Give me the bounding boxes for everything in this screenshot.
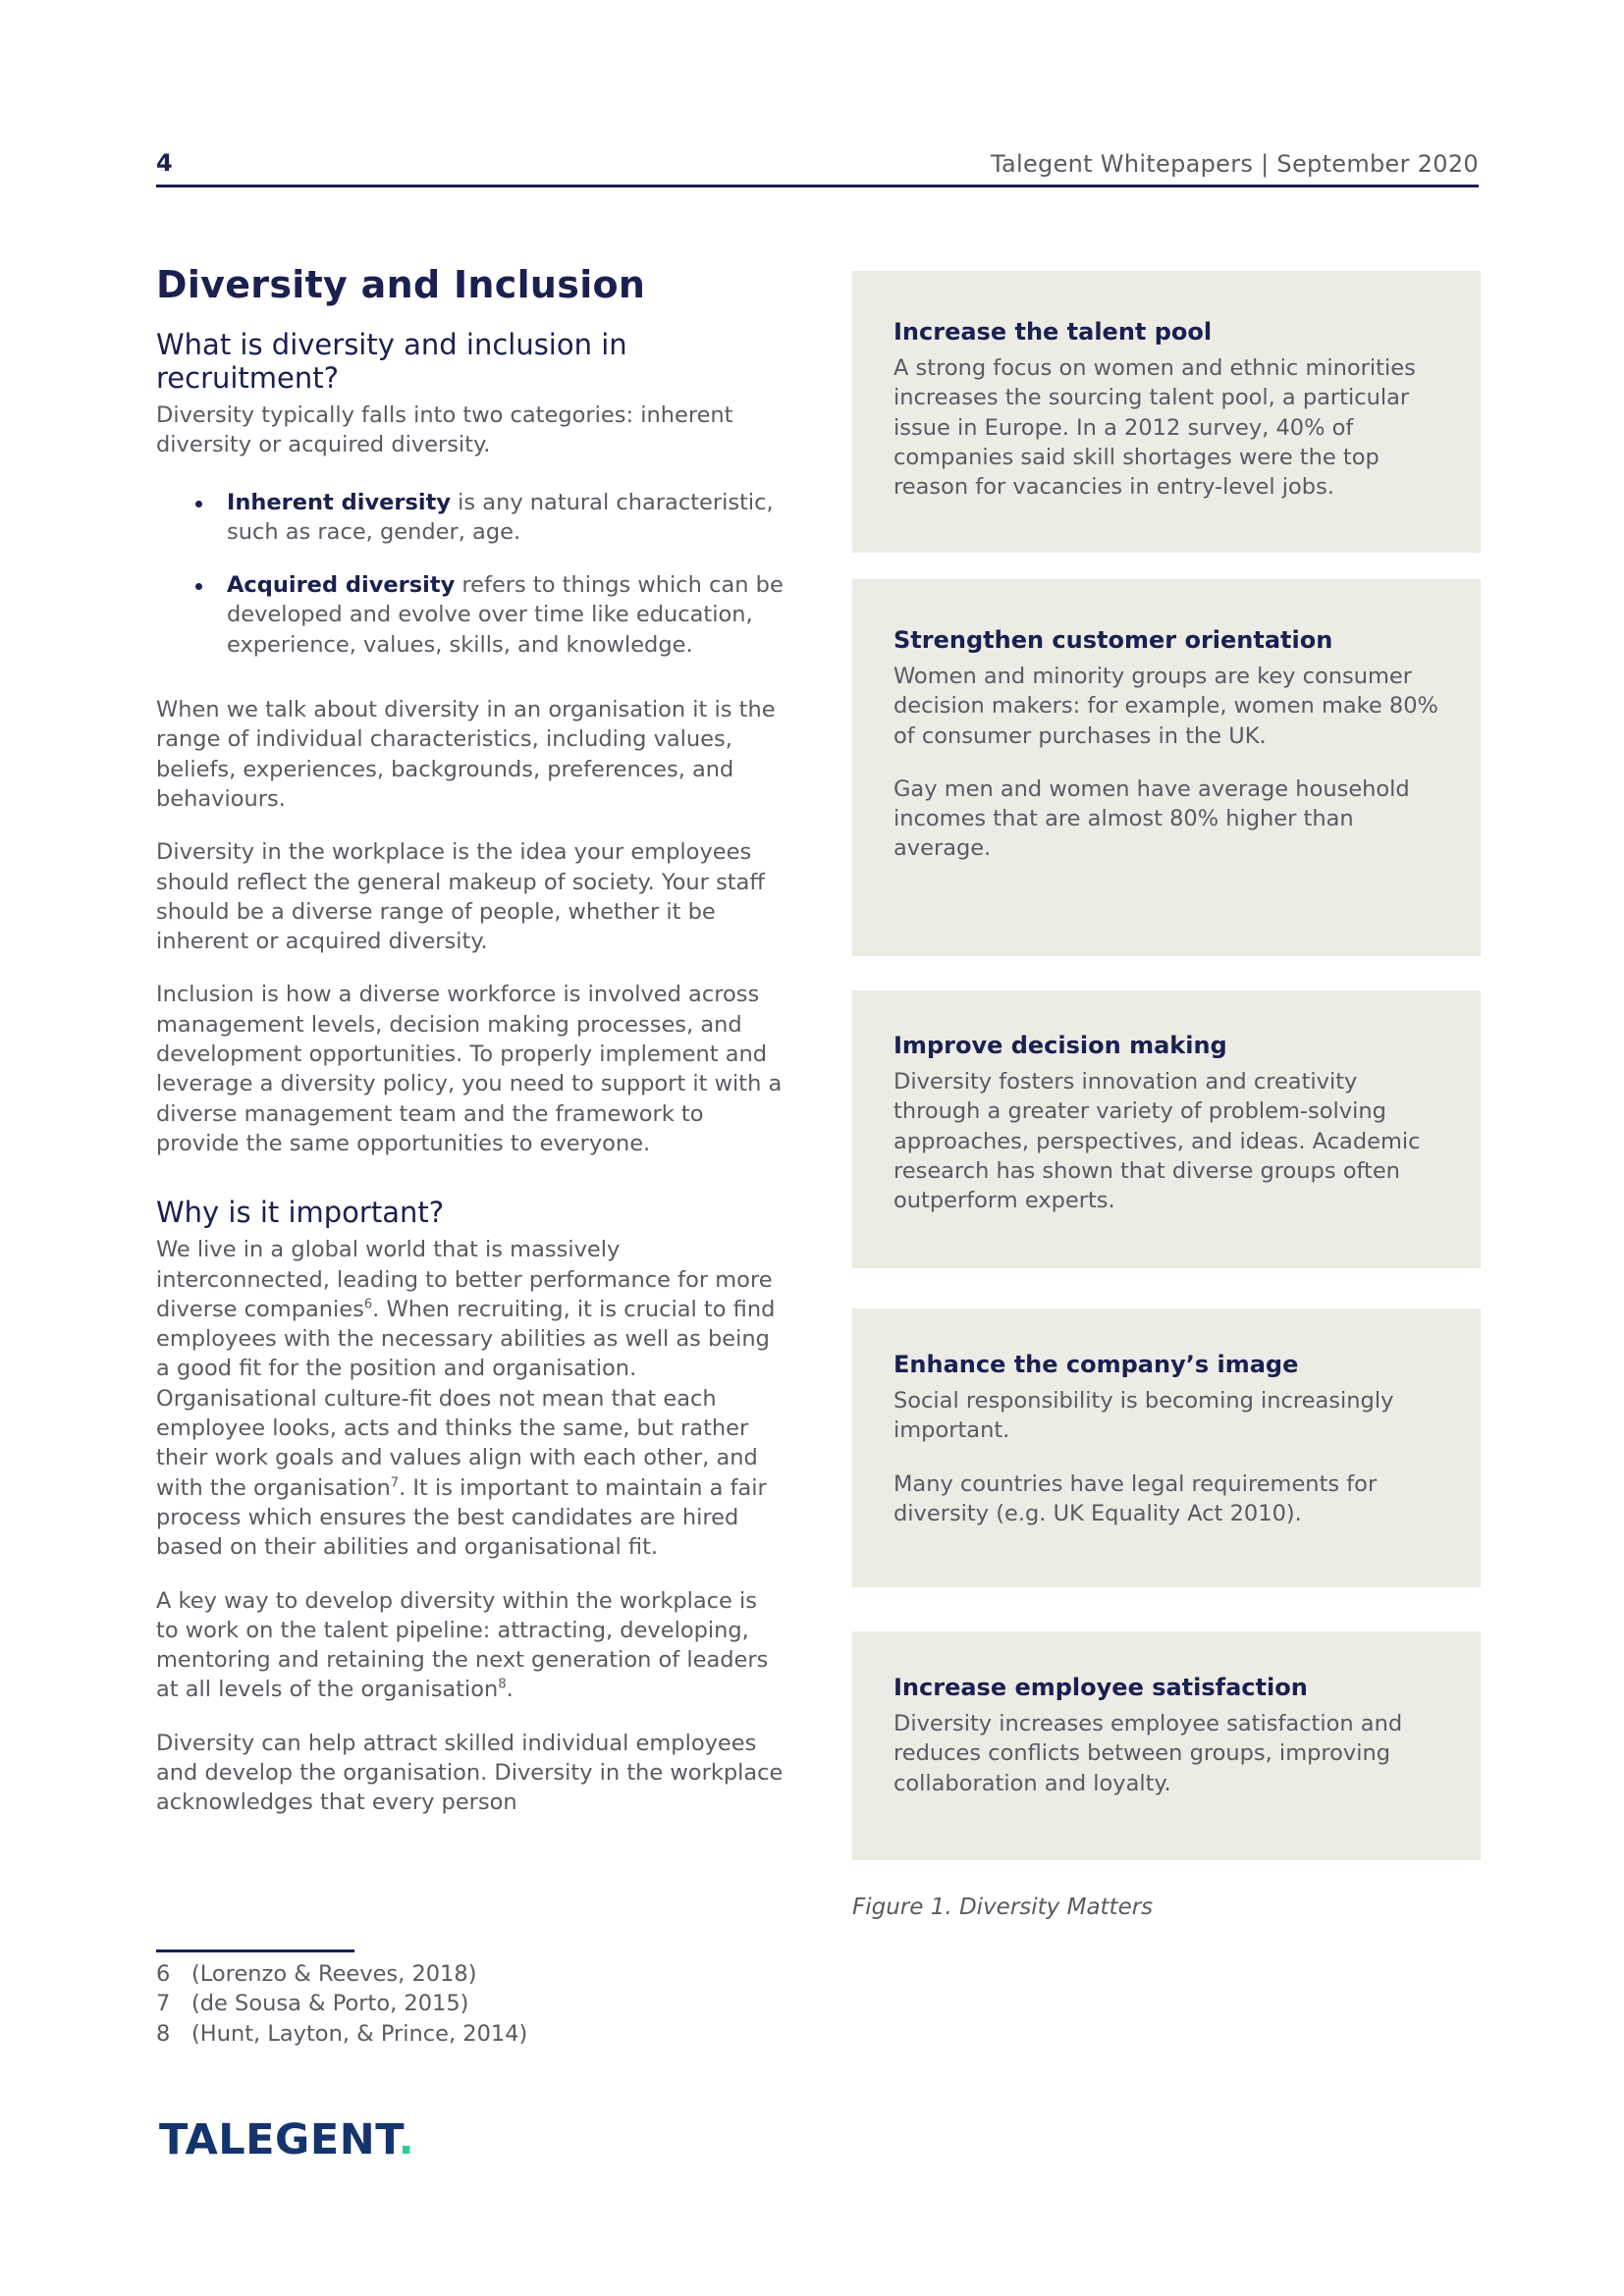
paragraph-range: When we talk about diversity in an organisation it is the range of individual characteristics, including values, beliefs, experiences, backgrounds, preferences, and behaviours. [156,697,776,812]
subheading-why-important: Why is it important? [156,1196,445,1230]
card-decision-making [852,990,1481,1268]
running-header: Talegent Whitepapers | September 2020 [991,150,1479,178]
footnote-text: (Hunt, Layton, & Prince, 2014) [191,2020,528,2047]
footnote-item [156,2019,527,2049]
card-company-image [852,1308,1481,1587]
subheading-what-is: What is diversity and inclusion in recruitment? [156,328,627,395]
definition-inherent: is any natural characteristic, such as race, gender, age. [227,489,774,545]
section-title: Diversity and Inclusion [156,263,646,306]
paragraph-attract-skilled: Diversity can help attract skilled individual employees and develop the organisation. Diversity in the workplace acknowledges that every person [156,1730,784,1816]
list-item-acquired [195,570,785,660]
paragraph-inclusion: Inclusion is how a diverse workforce is involved across management levels, decision making processes, and development opportunities. To properly implement and leverage a diversity policy, you need to support it with a diverse management team and the framework to provide the same opportunities to everyone. [156,982,783,1156]
card-text: Social responsibility is becoming increasingly important. [893,1388,1394,1444]
bullet-icon [195,583,202,590]
page-number: 4 [156,149,173,177]
intro-paragraph: Diversity typically falls into two categories: inherent diversity or acquired diversity. [156,402,733,458]
card-text: Diversity fosters innovation and creativity through a greater variety of problem-solving approaches, perspectives, and ideas. Academic research has shown that diverse groups often outperform experts. [893,1069,1421,1214]
card-text: Many countries have legal requirements for diversity (e.g. UK Equality Act 2010). [893,1470,1378,1526]
footnote-number: 6 [156,1961,171,1987]
footnote-item [156,1989,527,2018]
term-inherent: Inherent diversity [227,489,451,515]
card-title: Increase the talent pool [893,318,1213,346]
header-rule [156,185,1479,187]
text-span: A key way to develop diversity within the workplace is to work on the talent pipeline: attracting, developing, mentoring and retaining the next generation of leaders at all levels of the organisation [156,1587,769,1703]
talegent-logo [159,2115,414,2164]
footnote-number: 7 [156,1991,171,2017]
paragraph-global-world [156,1235,785,1562]
footnote-text: (Lorenzo & Reeves, 2018) [191,1961,477,1987]
term-acquired: Acquired diversity [227,572,456,599]
list-item-inherent [195,488,785,548]
footnote-rule [156,1949,354,1952]
paragraph-workplace: Diversity in the workplace is the idea your employees should reflect the general makeup of society. Your staff should be a diverse range of people, whether it be inherent or acquired diversity. [156,839,765,955]
card-title: Increase employee satisfaction [893,1674,1308,1701]
card-text: Diversity increases employee satisfaction and reduces conflicts between groups, improving collaboration and loyalty. [893,1711,1403,1796]
card-title: Enhance the company’s image [893,1351,1299,1378]
footnote-text: (de Sousa & Porto, 2015) [191,1991,469,2017]
card-text: Women and minority groups are key consumer decision makers: for example, women make 80% of consumer purchases in the UK. [893,664,1438,749]
card-title: Strengthen customer orientation [893,626,1333,654]
card-text: Gay men and women have average household incomes that are almost 80% higher than average. [893,775,1410,862]
card-title: Improve decision making [893,1032,1227,1059]
diversity-types-list [156,488,785,660]
card-talent-pool [852,271,1481,553]
card-text: A strong focus on women and ethnic minorities increases the sourcing talent pool, a particular issue in Europe. In a 2012 survey, 40% of companies said skill shortages were the top reason for vacancies in entry-level jobs. [893,355,1416,501]
footnote-ref-6[interactable]: 6 [363,1297,373,1312]
bullet-icon [195,501,202,507]
logo-dot: . [398,2115,415,2164]
text-span: We live in a global world that is massively interconnected, leading to better performance for more diverse companies [156,1237,773,1322]
definition-acquired: refers to things which can be developed and evolve over time like education, experience, values, skills, and knowledge. [227,572,784,658]
footnote-number: 8 [156,2020,171,2047]
main-column [156,263,785,1842]
text-span: . When recruiting, it is crucial to find employees with the necessary abilities as well as being a good fit for the position and organisation. Organisational culture-fit does not mean that each employee looks, acts and thinks the same, but rather their work goals and values align with each other, and with the organisation [156,1296,776,1501]
text-span: . [506,1677,514,1703]
card-employee-satisfaction [852,1631,1481,1860]
footnotes-list [156,1959,527,2049]
footnote-item [156,1959,527,1989]
paragraph-talent-pipeline [156,1586,785,1705]
footnote-ref-7[interactable]: 7 [390,1475,400,1491]
logo-text: TALEGENT [159,2115,399,2164]
text-span: . It is important to maintain a fair process which ensures the best candidates are hired based on their abilities and organisational fit. [156,1474,767,1561]
figure-caption: Figure 1. Diversity Matters [852,1895,1154,1920]
footnote-ref-8[interactable]: 8 [498,1677,507,1692]
card-customer-orientation [852,579,1481,956]
